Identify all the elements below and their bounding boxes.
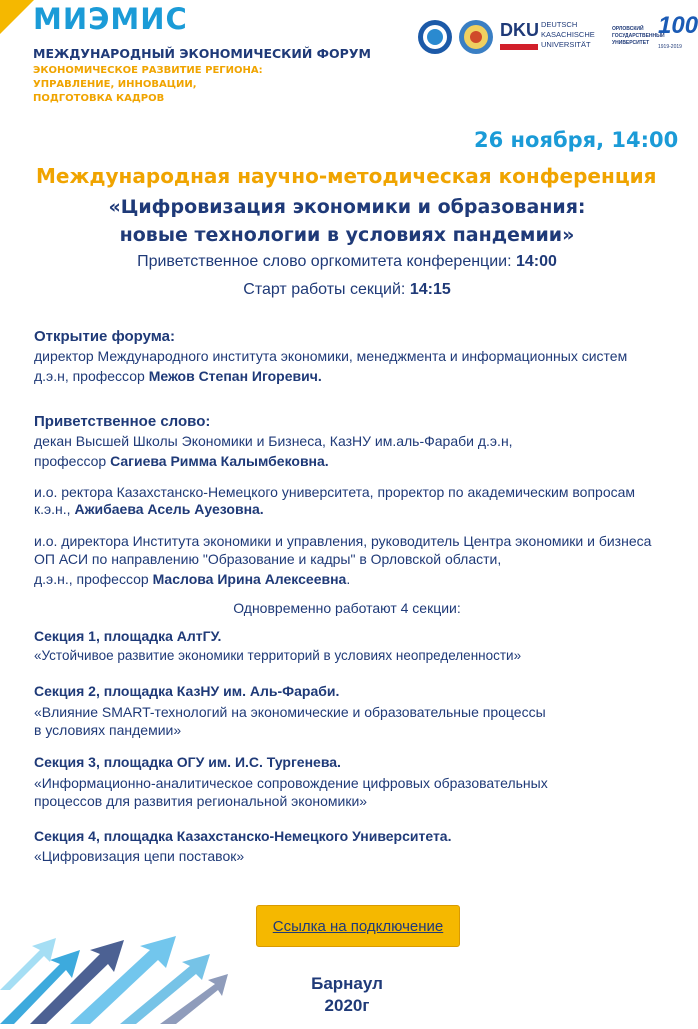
oryol-university-logo: ОРЛОВСКИЙ ГОСУДАРСТВЕННЫЙ УНИВЕРСИТЕТ 100 1919-2019 xyxy=(612,12,698,50)
welcome-speaker-2-role: и.о. ректора Казахстанско-Немецкого университета, проректор по академическим вопросам xyxy=(34,484,636,500)
connection-link-button[interactable]: Ссылка на подключение xyxy=(256,905,460,947)
welcome-speaker-3: д.э.н., профессор Маслова Ирина Алексеевна. xyxy=(34,571,351,587)
sections-start-time: Старт работы секций: 14:15 xyxy=(243,281,451,298)
welcome-heading: Приветственное слово: xyxy=(34,413,211,430)
section-1-heading: Секция 1, площадка АлтГУ. xyxy=(34,628,222,644)
section-3-topic-line1: «Информационно-аналитическое сопровождение цифровых образовательных xyxy=(34,775,548,791)
brand-logo-text: МИЭМИС xyxy=(33,2,188,36)
welcome-speaker-3-role: и.о. директора Института экономики и управления, руководитель Центра экономики и бизнеса xyxy=(34,533,652,549)
section-3-topic-line2: процессов для развития региональной экономики» xyxy=(34,793,368,809)
section-2-topic-line2: в условиях пандемии» xyxy=(34,722,182,738)
corner-decoration xyxy=(0,0,34,34)
welcome-speaker-1: профессор Сагиева Римма Калымбековна. xyxy=(34,453,329,469)
section-3-heading: Секция 3, площадка ОГУ им. И.С. Тургенева. xyxy=(34,754,341,770)
section-4-heading: Секция 4, площадка Казахстанско-Немецкого Университета. xyxy=(34,828,452,844)
forum-theme: ЭКОНОМИЧЕСКОЕ РАЗВИТИЕ РЕГИОНА: УПРАВЛЕНИЕ, ИННОВАЦИИ, ПОДГОТОВКА КАДРОВ xyxy=(33,65,263,104)
footer-year: 2020г xyxy=(324,996,370,1015)
welcome-time: Приветственное слово оргкомитета конференции: 14:00 xyxy=(137,253,557,270)
partner-logo-2 xyxy=(458,19,494,55)
sections-intro: Одновременно работают 4 секции: xyxy=(233,600,461,616)
welcome-speaker-1-role: декан Высшей Школы Экономики и Бизнеса, КазНУ им.аль-Фараби д.э.н, xyxy=(34,433,513,449)
footer-city: Барнаул xyxy=(311,974,383,993)
section-4-topic: «Цифровизация цепи поставок» xyxy=(34,848,245,864)
dku-logo: DKU DEUTSCH KASACHISCHE UNIVERSITÄT xyxy=(500,20,595,49)
conference-title-line2: новые технологии в условиях пандемии» xyxy=(119,224,575,246)
opening-speaker: д.э.н, профессор Межов Степан Игоревич. xyxy=(34,368,322,384)
opening-speaker-role: директор Международного института экономики, менеджмента и информационных систем xyxy=(34,348,628,364)
welcome-speaker-3-role-2: ОП АСИ по направлению "Образование и кадры" в Орловской области, xyxy=(34,551,502,567)
partner-logo-1 xyxy=(417,19,453,55)
opening-heading: Открытие форума: xyxy=(34,328,176,345)
forum-title: МЕЖДУНАРОДНЫЙ ЭКОНОМИЧЕСКИЙ ФОРУМ xyxy=(33,46,371,61)
section-2-topic-line1: «Влияние SMART-технологий на экономические и образовательные процессы xyxy=(34,704,546,720)
section-2-heading: Секция 2, площадка КазНУ им. Аль-Фараби. xyxy=(34,683,340,699)
section-1-topic: «Устойчивое развитие экономики территорий в условиях неопределенности» xyxy=(34,648,522,663)
welcome-speaker-2: к.э.н., Ажибаева Асель Ауезовна. xyxy=(34,501,264,517)
conference-type: Международная научно-методическая конференция xyxy=(36,164,657,188)
event-date: 26 ноября, 14:00 xyxy=(474,128,679,152)
conference-title-line1: «Цифровизация экономики и образования: xyxy=(108,196,586,218)
